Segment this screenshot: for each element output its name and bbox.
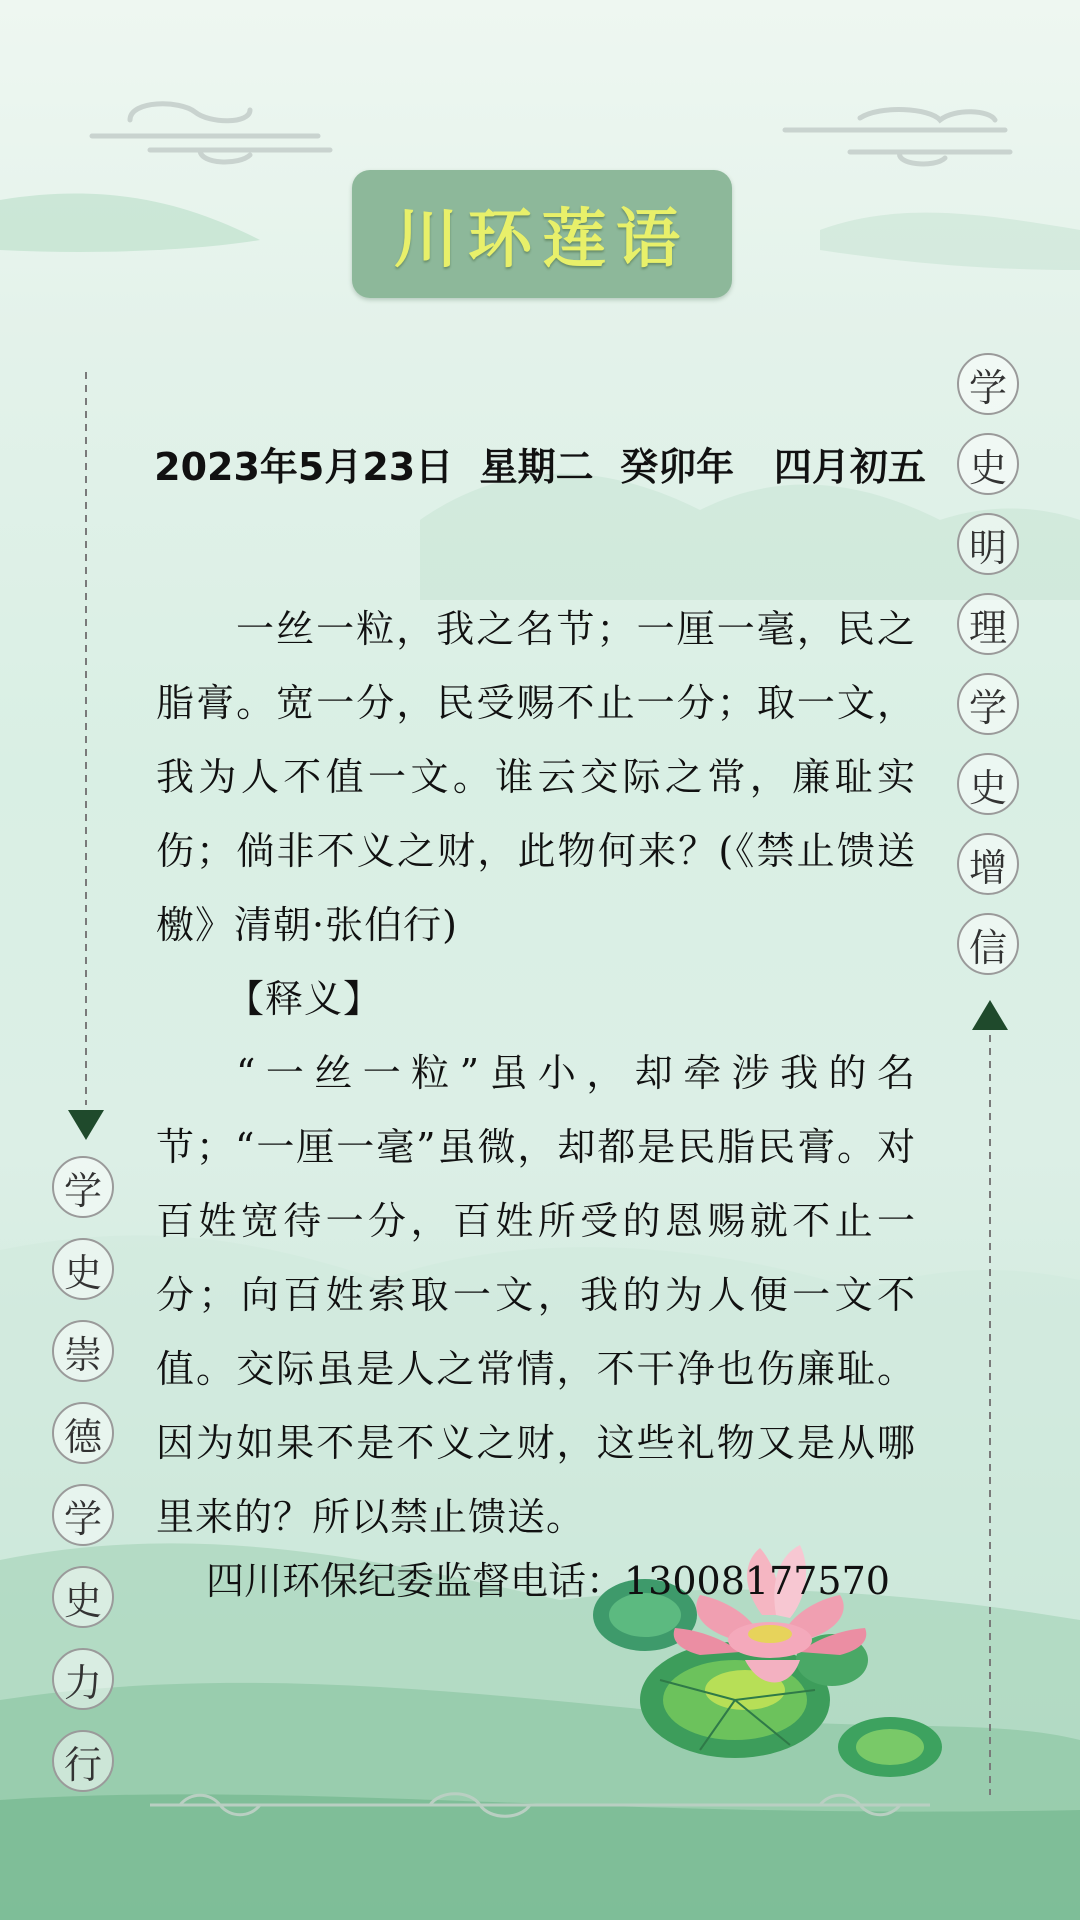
right-char-7: 增 xyxy=(957,833,1019,895)
right-char-3: 明 xyxy=(957,513,1019,575)
section-heading: 【释义】 xyxy=(226,977,383,1021)
right-char-2: 史 xyxy=(957,433,1019,495)
right-char-6: 史 xyxy=(957,753,1019,815)
title-banner xyxy=(352,170,732,298)
arrow-down-icon xyxy=(68,1110,104,1140)
left-char-6: 史 xyxy=(52,1566,114,1628)
explanation-paragraph: “一丝一粒”虽小，却牵涉我的名节；“一厘一毫”虽微，却都是民脂民膏。对百姓宽待一分，百姓所受的恩赐就不止一分；向百姓索取一文，我的为人便一文不值。交际虽是人之常情，不干净也伤廉耻。因为如果不是不义之财，这些礼物又是从哪里来的？所以禁止馈送。 xyxy=(156,1051,916,1539)
cloud-ornament-left-icon xyxy=(92,104,330,162)
left-char-7: 力 xyxy=(52,1648,114,1710)
left-char-8: 行 xyxy=(52,1730,114,1792)
right-char-1: 学 xyxy=(957,353,1019,415)
right-char-4: 理 xyxy=(957,593,1019,655)
page-title: 川环莲语 xyxy=(394,203,690,277)
hotline-text: 四川环保纪委监督电话：13008177570 xyxy=(206,1559,890,1603)
arrow-up-icon xyxy=(972,1000,1008,1030)
right-char-8: 信 xyxy=(957,913,1019,975)
left-char-3: 崇 xyxy=(52,1320,114,1382)
date-line: 2023年5月23日 星期二 癸卯年 四月初五 xyxy=(154,445,926,489)
right-char-5: 学 xyxy=(957,673,1019,735)
main-text xyxy=(156,592,916,1554)
quote-paragraph: 一丝一粒，我之名节；一厘一毫，民之脂膏。宽一分，民受赐不止一分；取一文，我为人不值一文。谁云交际之常，廉耻实伤；倘非不义之财，此物何来？(《禁止馈送檄》清朝·张伯行) xyxy=(156,607,916,947)
cloud-ornament-right-icon xyxy=(785,110,1010,164)
left-char-2: 史 xyxy=(52,1238,114,1300)
left-char-4: 德 xyxy=(52,1402,114,1464)
left-char-5: 学 xyxy=(52,1484,114,1546)
left-char-1: 学 xyxy=(52,1156,114,1218)
